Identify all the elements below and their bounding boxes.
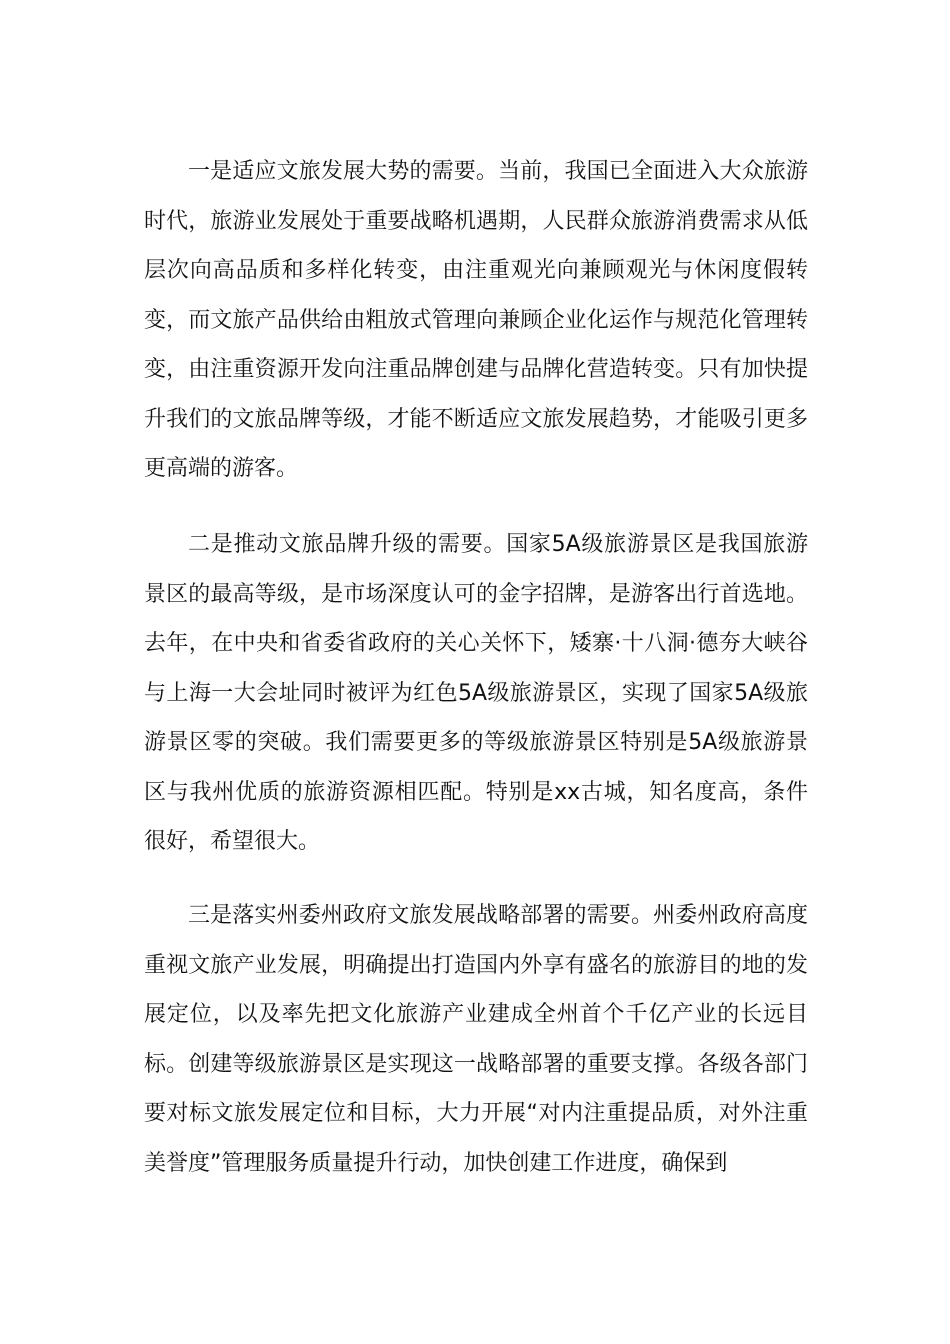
paragraph-1: 一是适应文旅发展大势的需要。当前，我国已全面进入大众旅游时代，旅游业发展处于重要战略机遇期，人民群众旅游消费需求从低层次向高品质和多样化转变，由注重观光向兼顾观光与休闲度假转变，而文旅产品供给由粗放式管理向兼顾企业化运作与规范化管理转变，由注重资源开发向注重品牌创建与品牌化营造转变。只有加快提升我们的文旅品牌等级，才能不断适应文旅发展趋势，才能吸引更多更高端的游客。 <box>144 159 808 481</box>
paragraph-3: 三是落实州委州政府文旅发展战略部署的需要。州委州政府高度重视文旅产业发展，明确提出打造国内外享有盛名的旅游目的地的发展定位，以及率先把文化旅游产业建成全州首个千亿产业的长远目标。创建等级旅游景区是实现这一战略部署的重要支撑。各级各部门要对标文旅发展定位和目标，大力开展“对内注重提品质，对外注重美誉度”管理服务质量提升行动，加快创建工作进度，确保到 <box>144 903 808 1176</box>
paragraph-2: 二是推动文旅品牌升级的需要。国家5A级旅游景区是我国旅游景区的最高等级，是市场深度认可的金字招牌，是游客出行首选地。去年，在中央和省委省政府的关心关怀下，矮寨·十八洞·德夯大峡谷与上海一大会址同时被评为红色5A级旅游景区，实现了国家5A级旅游景区零的突破。我们需要更多的等级旅游景区特别是5A级旅游景区与我州优质的旅游资源相匹配。特别是xx古城，知名度高，条件很好，希望很大。 <box>144 532 808 854</box>
